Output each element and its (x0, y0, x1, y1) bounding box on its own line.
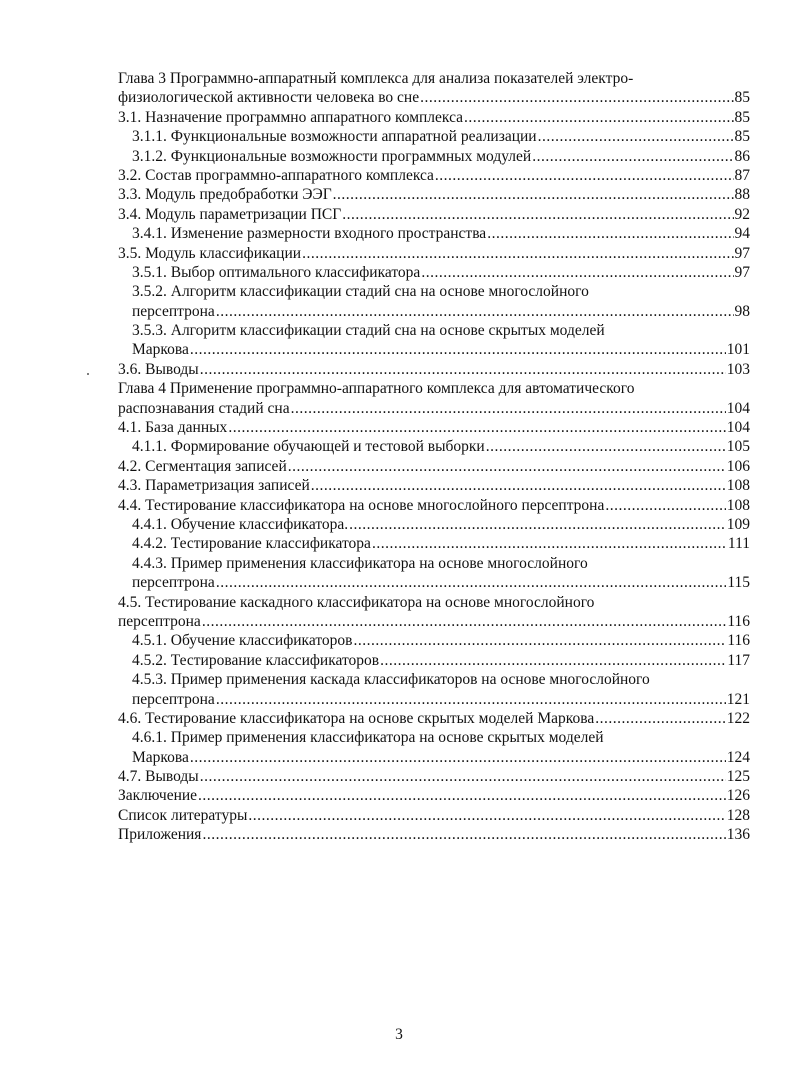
toc-entry-page: 105 (726, 438, 750, 456)
toc-entry-page: 121 (726, 690, 750, 708)
toc-entry[interactable] (118, 263, 750, 282)
toc-entry-title: 4.4.2. Тестирование классификатора (132, 535, 371, 553)
toc-entry-line: 4.4.3. Пример применения классификатора на основе многослойного (132, 554, 588, 572)
toc-entry-page: 122 (726, 709, 750, 727)
dot-leader (291, 399, 726, 418)
toc-entry-title: Заключение (118, 787, 198, 805)
toc-entry-title: 3.4.1. Изменение размерности входного пространства (132, 225, 487, 243)
dot-leader (302, 244, 733, 263)
toc-entry[interactable] (118, 244, 750, 263)
toc-entry-page: 136 (726, 826, 750, 844)
dot-leader (311, 476, 726, 495)
toc-entry[interactable] (118, 690, 750, 709)
dot-leader (532, 147, 733, 166)
toc-entry-title: 3.1. Назначение программно аппаратного комплекса (118, 108, 464, 126)
toc-entry-title: 3.1.1. Функциональные возможности аппаратной реализации (132, 128, 537, 146)
toc-entry-page: 108 (726, 477, 750, 495)
toc-entry-page: 109 (726, 515, 750, 533)
toc-entry[interactable] (118, 748, 750, 767)
toc-entry[interactable] (118, 786, 750, 805)
dot-leader (421, 263, 733, 282)
toc-entry-title: 4.5.1. Обучение классификаторов (132, 632, 353, 650)
toc-entry-page: 106 (726, 457, 750, 475)
toc-entry-page: 125 (726, 768, 750, 786)
toc-entry-page: 85 (734, 89, 750, 107)
toc-entry[interactable] (118, 496, 750, 515)
dot-leader (202, 612, 727, 631)
toc-entry-title: 3.5.1. Выбор оптимального классификатора (132, 263, 421, 281)
toc-entry[interactable] (118, 147, 750, 166)
toc-entry-title: 4.5.2. Тестирование классификаторов (132, 651, 380, 669)
dot-leader (216, 690, 726, 709)
toc-entry-line: 4.5.3. Пример применения каскада классификаторов на основе многослойного (132, 671, 650, 689)
toc-entry[interactable] (118, 224, 750, 243)
toc-entry[interactable] (118, 166, 750, 185)
toc-entry-page: 87 (734, 166, 750, 184)
dot-leader (333, 185, 734, 204)
toc-entry-page: 85 (734, 128, 750, 146)
scan-speck (87, 373, 89, 375)
toc-entry-line: 4.6.1. Пример применения классификатора на основе скрытых моделей (132, 729, 604, 747)
dot-leader (420, 88, 733, 107)
toc-entry-page: 124 (726, 748, 750, 766)
toc-entry[interactable] (118, 399, 750, 418)
toc-entry[interactable] (118, 825, 750, 844)
toc-entry-title: персептрона (118, 612, 201, 630)
dot-leader (605, 496, 725, 515)
table-of-contents (118, 69, 750, 845)
dot-leader (216, 573, 727, 592)
toc-entry-page: 94 (734, 225, 750, 243)
toc-entry-page: 104 (726, 419, 750, 437)
toc-entry-title: распознавания стадий сна (118, 399, 290, 417)
toc-entry[interactable] (118, 205, 750, 224)
dot-leader (464, 108, 733, 127)
toc-entry-page: 126 (726, 787, 750, 805)
toc-entry-page: 97 (734, 244, 750, 262)
toc-entry-title: 4.7. Выводы (118, 768, 199, 786)
toc-entry-line: Глава 3 Программно-аппаратный комплекса для анализа показателей электро- (118, 70, 634, 87)
dot-leader (198, 786, 726, 805)
toc-entry[interactable] (118, 612, 750, 631)
toc-entry[interactable] (118, 108, 750, 127)
toc-entry-title: 4.1. База данных (118, 419, 228, 437)
dot-leader (595, 709, 726, 728)
toc-entry[interactable] (118, 534, 750, 553)
toc-entry[interactable] (118, 651, 750, 670)
toc-entry-page: 86 (734, 147, 750, 165)
toc-entry-page: 111 (727, 535, 750, 553)
toc-entry[interactable] (118, 806, 750, 825)
toc-entry-title: 4.3. Параметризация записей (118, 477, 310, 495)
dot-leader (486, 437, 726, 456)
toc-entry[interactable] (118, 127, 750, 146)
toc-entry-line: 3.5.2. Алгоритм классификации стадий сна на основе многослойного (132, 283, 589, 301)
dot-leader (380, 651, 726, 670)
dot-leader (202, 825, 725, 844)
toc-entry-title: 4.2. Сегментация записей (118, 457, 287, 475)
dot-leader (372, 534, 727, 553)
toc-entry[interactable] (118, 457, 750, 476)
toc-entry-title: физиологической активности человека во сне (118, 89, 420, 107)
dot-leader (349, 515, 726, 534)
toc-entry-page: 104 (726, 399, 750, 417)
toc-entry[interactable] (118, 340, 750, 359)
dot-leader (190, 748, 726, 767)
toc-entry[interactable] (118, 185, 750, 204)
dot-leader (200, 360, 726, 379)
toc-entry-line: Глава 4 Применение программно-аппаратного комплекса для автоматического (118, 380, 635, 398)
dot-leader (353, 631, 726, 650)
dot-leader (228, 418, 725, 437)
toc-entry-title: 3.4. Модуль параметризации ПСГ (118, 205, 342, 223)
toc-entry-line: 3.5.3. Алгоритм классификации стадий сна на основе скрытых моделей (132, 322, 605, 340)
toc-entry[interactable] (118, 360, 750, 379)
toc-entry-page: 116 (727, 612, 750, 630)
toc-entry-title: 3.6. Выводы (118, 360, 199, 378)
page-number: 3 (395, 1026, 403, 1043)
toc-entry[interactable] (118, 437, 750, 456)
dot-leader (342, 205, 733, 224)
toc-entry-title: 4.1.1. Формирование обучающей и тестовой выборки (132, 438, 485, 456)
toc-entry-title: персептрона (132, 690, 215, 708)
toc-entry-page: 128 (726, 806, 750, 824)
toc-entry-page: 85 (734, 108, 750, 126)
toc-entry[interactable] (118, 88, 750, 107)
dot-leader (538, 127, 734, 146)
toc-entry[interactable] (118, 631, 750, 650)
toc-entry[interactable] (118, 302, 750, 321)
toc-entry-title: Маркова (132, 341, 189, 359)
toc-entry-page: 116 (727, 632, 750, 650)
dot-leader (200, 767, 726, 786)
toc-entry-title: 3.2. Состав программно-аппаратного комплекса (118, 166, 434, 184)
toc-entry[interactable] (118, 476, 750, 495)
toc-entry-page: 103 (726, 360, 750, 378)
dot-leader (216, 302, 734, 321)
dot-leader (248, 806, 725, 825)
toc-entry-page: 92 (734, 205, 750, 223)
toc-entry-page: 117 (727, 651, 750, 669)
toc-entry-title: 4.4. Тестирование классификатора на основе многослойного персептрона (118, 496, 605, 514)
toc-entry-title: Маркова (132, 748, 189, 766)
toc-entry-title: 3.3. Модуль предобработки ЭЭГ (118, 186, 332, 204)
toc-entry-title: Приложения (118, 826, 202, 844)
toc-entry-title: 3.1.2. Функциональные возможности программных модулей (132, 147, 532, 165)
toc-entry-page: 98 (734, 302, 750, 320)
toc-entry-title: 3.5. Модуль классификации (118, 244, 302, 262)
toc-entry-page: 108 (726, 496, 750, 514)
toc-entry[interactable] (118, 573, 750, 592)
toc-entry-title: 4.4.1. Обучение классификатора. (132, 515, 349, 533)
toc-entry-page: 115 (727, 574, 750, 592)
toc-entry-page: 97 (734, 263, 750, 281)
toc-entry[interactable] (118, 515, 750, 534)
dot-leader (288, 457, 726, 476)
dot-leader (487, 224, 733, 243)
toc-entry-title: персептрона (132, 302, 215, 320)
dot-leader (190, 340, 726, 359)
toc-entry-line: 4.5. Тестирование каскадного классификатора на основе многослойного (118, 593, 595, 611)
toc-entry-title: персептрона (132, 574, 215, 592)
dot-leader (435, 166, 734, 185)
toc-entry-page: 88 (734, 186, 750, 204)
toc-entry-page: 101 (726, 341, 750, 359)
toc-entry[interactable] (118, 709, 750, 728)
toc-entry[interactable] (118, 418, 750, 437)
toc-entry-title: 4.6. Тестирование классификатора на основе скрытых моделей Маркова (118, 709, 595, 727)
toc-entry-title: Список литературы (118, 806, 248, 824)
toc-entry[interactable] (118, 767, 750, 786)
